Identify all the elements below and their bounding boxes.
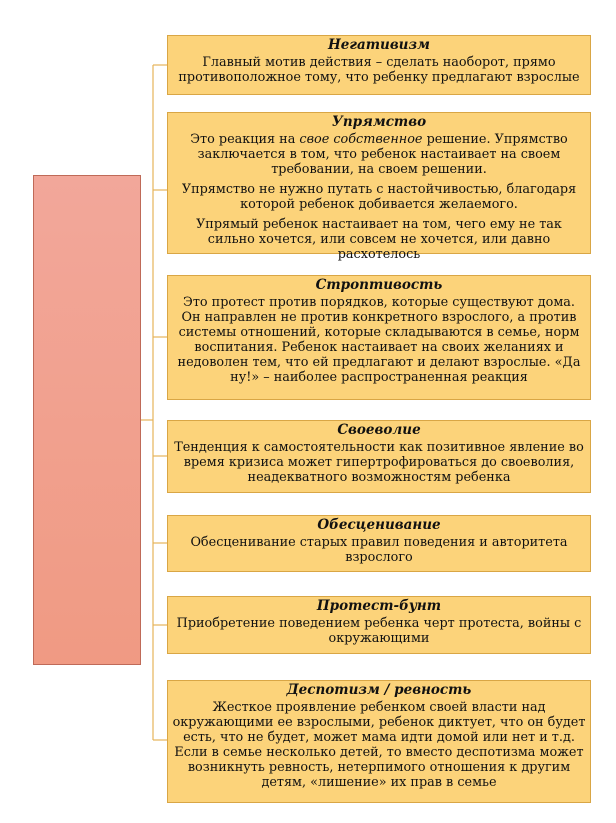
box-text: Обесценивание старых правил поведения и авторитета взрослого [190, 535, 568, 565]
box-despotism-jealousy [167, 680, 591, 803]
box-title: Своеволие [337, 422, 421, 438]
box-text: Тенденция к самостоятельности как позитивное явление во время кризиса может гипертрофироваться до своеволия, неадекватного возможностям ребенка [174, 440, 584, 485]
box-title: Упрямство [331, 114, 427, 130]
box-title: Строптивость [315, 277, 443, 293]
box-text: Главный мотив действия – сделать наоборот, прямо противоположное тому, что ребенку предлагают взрослые [178, 55, 580, 85]
box-title: Обесценивание [317, 517, 441, 533]
box-text [172, 132, 586, 177]
box-text: Упрямый ребенок настаивает на том, чего ему не так сильно хочется, или совсем не хочется, или давно расхотелось [196, 217, 562, 262]
box-text: Упрямство не нужно путать с настойчивостью, благодаря которой ребенок добивается желаемого. [181, 182, 577, 212]
box-negativism [167, 35, 591, 95]
box-title: Протест-бунт [316, 598, 442, 614]
side-label-box [33, 175, 141, 665]
box-text-part: решение. Упрямство заключается в том, что ребенок настаивает на своем требовании, на своем решении. [197, 132, 568, 177]
box-stubbornness [167, 112, 591, 262]
box-title: Негативизм [328, 37, 430, 53]
box-text: Приобретение поведением ребенка черт протеста, войны с окружающими [176, 616, 582, 646]
box-text-part: Это реакция на [190, 132, 300, 147]
box-protest-riot [167, 596, 591, 654]
box-self-will [167, 420, 591, 493]
box-title: Деспотизм / ревность [286, 682, 472, 698]
box-devaluation [167, 515, 591, 572]
box-text: Жесткое проявление ребенком своей власти над окружающими ее взрослыми, ребенок диктует, что он будет есть, что не будет, может мама идти домой или нет и т.д. Если в семье несколько детей, то вместо деспотизма может возникнуть ревность, нетерпимого отношения к другим детям, «лишение» их прав в семье [172, 700, 586, 790]
box-obstinacy [167, 275, 591, 400]
box-text: Это протест против порядков, которые существуют дома. Он направлен не против конкретного взрослого, а против системы отношений, которые складываются в семье, норм воспитания. Ребенок настаивает на своих желаниях и недоволен тем, что ей предлагают и делают взрослые. «Да ну!» – наиболее распространенная реакция [177, 295, 581, 385]
box-text-emphasis: свое собственное [299, 132, 423, 147]
